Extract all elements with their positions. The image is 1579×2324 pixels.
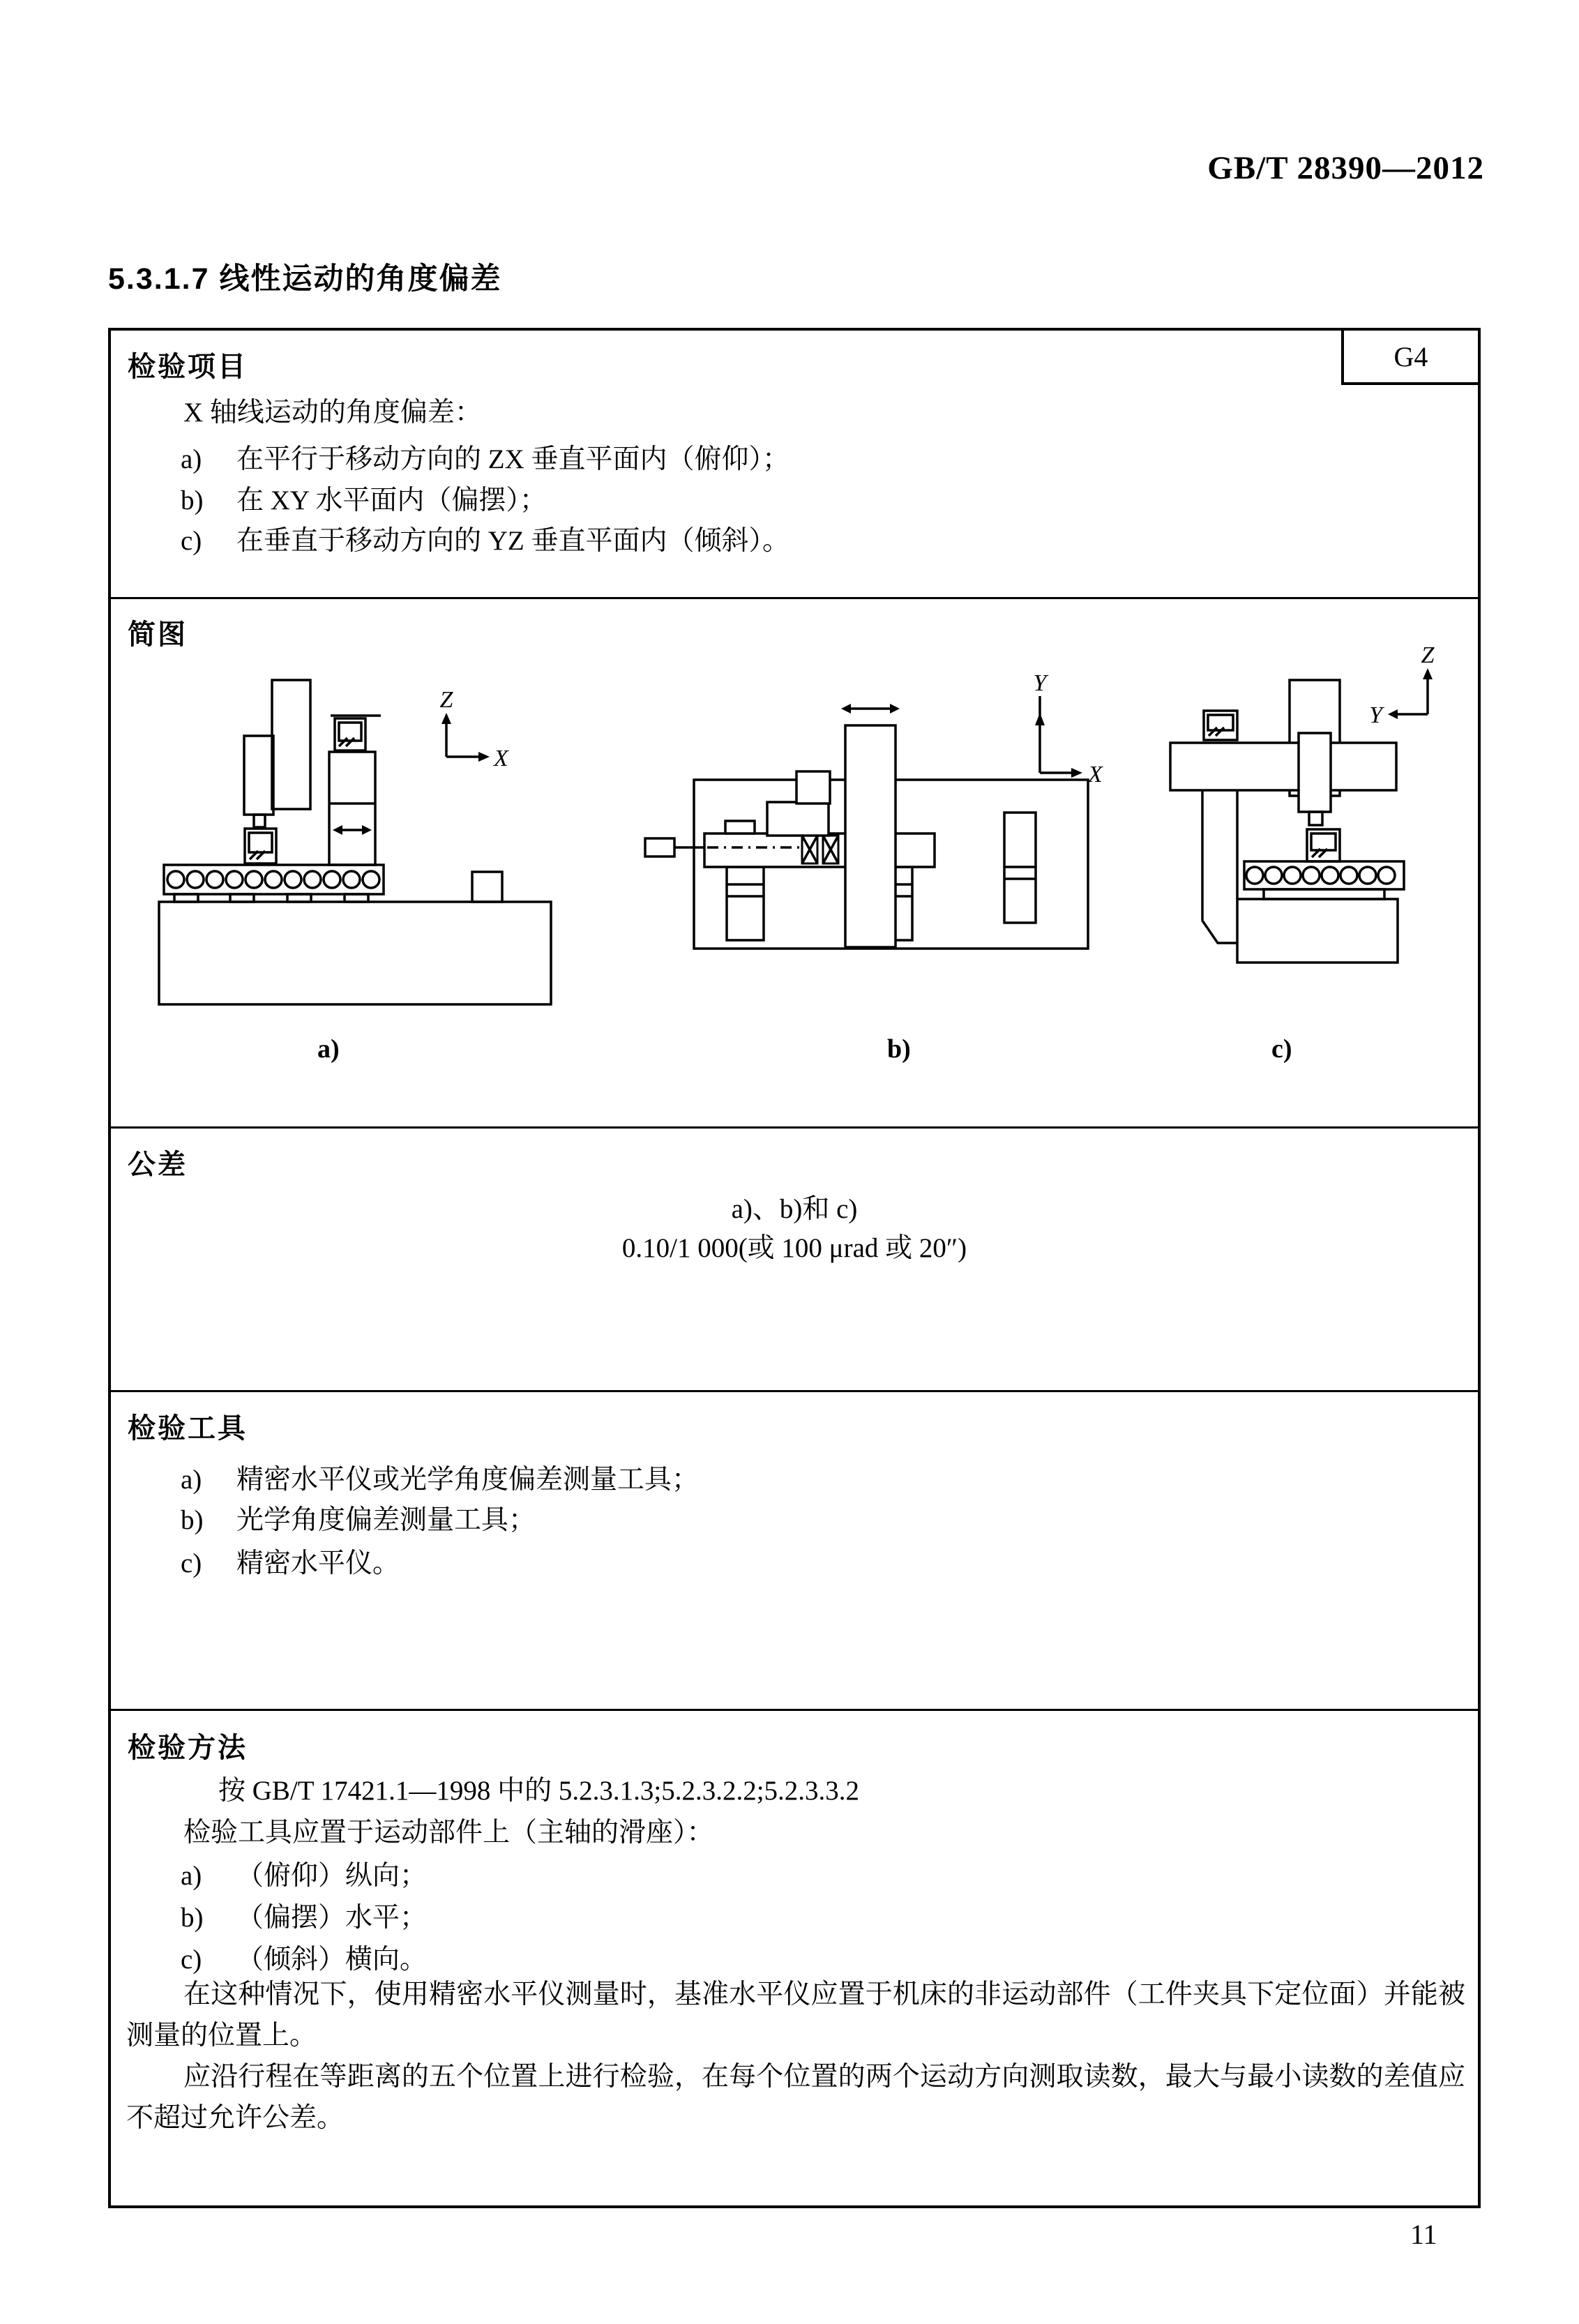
tool-item-c [181,1541,400,1580]
machine-diagram-b [642,670,1103,956]
item-key: a) [181,1465,202,1495]
item-key: b) [181,1505,204,1535]
item-code-badge: G4 [1341,328,1481,385]
page-number: 11 [1410,2219,1437,2250]
inspection-intro: X 轴线运动的角度偏差： [183,398,482,428]
inspection-item-a [181,437,790,476]
tolerance-value: 0.10/1 000(或 100 μrad 或 20″) [621,1233,967,1263]
section-title: 5.3.1.7 线性运动的角度偏差 [108,262,502,296]
item-key: b) [181,1903,204,1933]
item-text: 精密水平仪或光学角度偏差测量工具； [236,1465,700,1495]
section-label-method: 检验方法 [128,1733,248,1763]
axis-label-x: X [1088,762,1103,787]
item-text: 在垂直于移动方向的 YZ 垂直平面内（倾斜）。 [236,526,790,556]
item-text: 光学角度偏差测量工具； [236,1505,536,1535]
tool-item-b [181,1498,536,1537]
axis-label-x: X [494,746,508,771]
tool-item-a [181,1458,699,1497]
section-label-tolerance: 公差 [128,1149,188,1180]
row-divider [111,1126,1478,1129]
item-text: （俯仰）纵向； [236,1861,428,1891]
standard-number-header: GB/T 28390—2012 [1207,150,1484,186]
method-paragraph-2: 应沿行程在等距离的五个位置上进行检验，在每个位置的两个运动方向测取读数，最大与最小读数的差值应不超过允许公差。 [126,2062,1465,2133]
method-item-c [181,1938,427,1977]
item-key: a) [181,444,202,474]
item-key: c) [181,526,202,556]
method-instruction: 检验工具应置于运动部件上（主轴的滑座）： [183,1818,714,1848]
row-divider [111,1709,1478,1711]
diagram-label-c: c) [1271,1034,1292,1064]
diagram-label-a: a) [317,1034,340,1064]
item-text: （偏摆）水平； [236,1903,428,1933]
inspection-item-b [181,478,547,518]
axis-label-z: Z [439,687,453,713]
row-divider [111,597,1478,599]
section-label-inspection-item: 检验项目 [128,352,248,382]
axis-label-z: Z [1421,642,1435,668]
item-text: 在平行于移动方向的 ZX 垂直平面内（俯仰）； [236,444,790,474]
method-item-b [181,1896,427,1935]
inspection-item-c [181,519,790,558]
section-label-diagram: 简图 [128,619,188,650]
method-paragraph-1: 在这种情况下，使用精密水平仪测量时，基准水平仪应置于机床的非运动部件（工件夹具下定位面）并能被测量的位置上。 [126,1979,1465,2051]
machine-diagram-a [153,677,558,1011]
diagram-label-b: b) [887,1034,911,1064]
tolerance-scope: a)、b)和 c) [731,1194,858,1224]
row-divider [111,1390,1478,1392]
axis-label-y: Y [1033,670,1047,696]
method-reference: 按 GB/T 17421.1—1998 中的 5.2.3.1.3;5.2.3.2.2;5.2.3.3.2 [218,1776,860,1806]
section-label-tools: 检验工具 [128,1413,248,1444]
item-key: a) [181,1861,202,1891]
item-text: 精密水平仪。 [236,1548,400,1578]
item-key: b) [181,485,204,515]
machine-diagram-c [1151,642,1444,973]
axis-label-y: Y [1369,702,1382,728]
item-key: c) [181,1548,202,1578]
item-text: （倾斜）横向。 [236,1945,428,1975]
item-key: c) [181,1945,202,1975]
method-item-a [181,1854,427,1893]
inspection-table [108,328,1481,2208]
item-text: 在 XY 水平面内（偏摆）； [236,485,547,515]
